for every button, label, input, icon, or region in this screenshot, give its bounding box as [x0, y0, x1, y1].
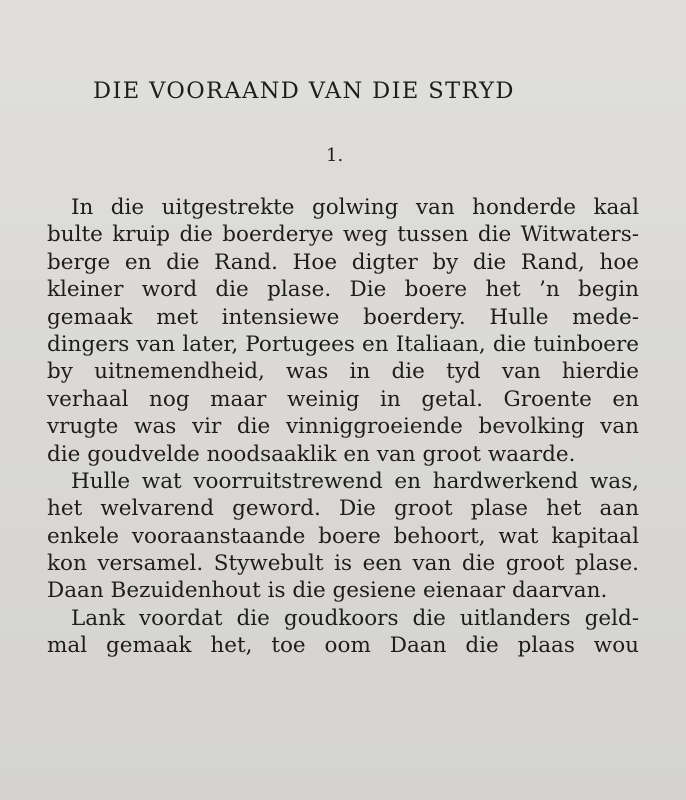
text-line: enkele vooraanstaande boere behoort, wat kapitaal: [47, 523, 639, 549]
text-line: In die uitgestrekte golwing van honderde kaal: [71, 195, 639, 220]
text-line: berge en die Rand. Hoe digter by die Rand, hoe: [47, 249, 639, 275]
text-line: kon versamel. Stywebult is een van die groot plase.: [47, 551, 639, 577]
text-line: die goudvelde noodsaaklik en van groot waarde.: [47, 441, 576, 467]
text-line: Lank voordat die goudkoors die uitlanders geld-: [71, 605, 639, 631]
body-text: [47, 194, 639, 660]
text-line: het welvarend geword. Die groot plase het aan: [47, 496, 639, 522]
text-line: by uitnemendheid, was in die tyd van hierdie: [47, 359, 639, 385]
text-line: kleiner word die plase. Die boere het ’n begin: [47, 277, 639, 303]
text-line: bulte kruip die boerderye weg tussen die Witwaters-: [47, 222, 639, 248]
chapter-title: DIE VOORAAND VAN DIE STRYD: [93, 78, 515, 104]
text-line: verhaal nog maar weinig in getal. Groente en: [47, 386, 639, 412]
section-number: 1.: [326, 145, 344, 166]
text-line: vrugte was vir die vinniggroeiende bevolking van: [47, 414, 639, 440]
text-line: Hulle wat voorruitstrewend en hardwerkend was,: [71, 468, 639, 494]
text-line: mal gemaak het, toe oom Daan die plaas wou: [47, 633, 639, 659]
text-line: gemaak met intensiewe boerdery. Hulle mede-: [47, 304, 639, 330]
text-line: dingers van later, Portugees en Italiaan, die tuinboere: [47, 331, 639, 357]
text-line: Daan Bezuidenhout is die gesiene eienaar daarvan.: [47, 578, 608, 604]
